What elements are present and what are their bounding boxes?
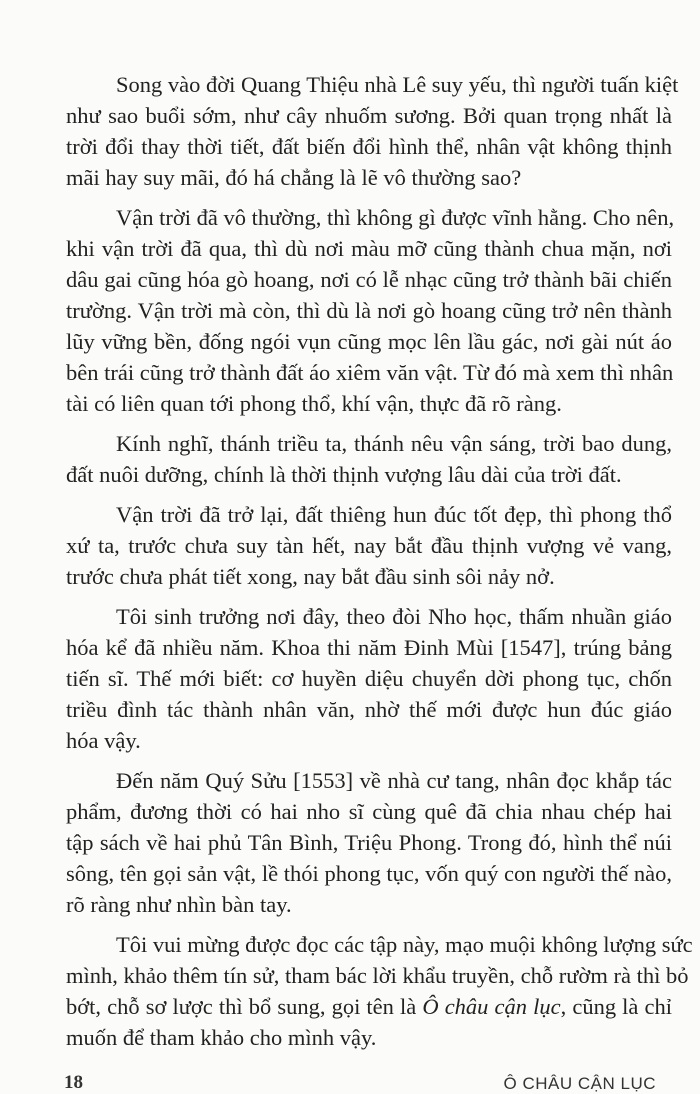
paragraph-4	[66, 499, 672, 592]
page-number: 18	[64, 1072, 83, 1093]
text-line: trời đổi thay thời tiết, đất biến đổi hình thể, nhân vật không thịnh	[66, 134, 672, 159]
text-line: Tôi sinh trưởng nơi đây, theo đòi Nho học, thấm nhuần giáo	[116, 604, 672, 629]
text-line: tiến sĩ. Thế mới biết: cơ huyền diệu chuyển dời phong tục, chốn	[66, 666, 672, 691]
paragraph-1	[66, 69, 679, 193]
text-line: mình, khảo thêm tín sử, tham bác lời khẩu truyền, chỗ rườm rà thì bỏ	[66, 963, 689, 988]
book-title-italic: Ô châu cận lục	[422, 994, 561, 1019]
text-line: khi vận trời đã qua, thì dù nơi màu mỡ cũng thành chua mặn, nơi	[66, 236, 672, 261]
paragraph-6	[66, 765, 672, 920]
text-line: rõ ràng như nhìn bàn tay.	[66, 892, 292, 917]
text-line: Song vào đời Quang Thiệu nhà Lê suy yếu, thì người tuấn kiệt	[116, 72, 679, 97]
running-footer-title: Ô CHÂU CẬN LỤC	[503, 1074, 656, 1093]
text-line: bên trái cũng trở thành đất áo xiêm văn vật. Từ đó mà xem thì nhân	[66, 360, 674, 385]
paragraph-7	[66, 929, 693, 1053]
text-line: triều đình tác thành nhân văn, nhờ thế mới được hun đúc giáo	[66, 697, 672, 722]
text-line	[66, 991, 672, 1022]
text-line: sông, tên gọi sản vật, lề thói phong tục, vốn quý con người thế nào,	[66, 861, 672, 886]
text-line: trước chưa phát tiết xong, nay bắt đầu sinh sôi nảy nở.	[66, 564, 555, 589]
text-line: phẩm, đương thời có hai nho sĩ cùng quê đã chia nhau chép hai	[66, 799, 672, 824]
page-body	[66, 69, 693, 1062]
text-line: Vận trời đã trở lại, đất thiêng hun đúc tốt đẹp, thì phong thổ	[116, 502, 672, 527]
text-line: Vận trời đã vô thường, thì không gì được vĩnh hằng. Cho nên,	[116, 205, 675, 230]
text-line: mãi hay suy mãi, đó há chẳng là lẽ vô thường sao?	[66, 165, 522, 190]
text-segment: , cũng là chỉ	[560, 994, 672, 1019]
paragraph-5	[66, 601, 672, 756]
text-line: Đến năm Quý Sửu [1553] về nhà cư tang, nhân đọc khắp tác	[116, 768, 672, 793]
text-segment: bớt, chỗ sơ lược thì bổ sung, gọi tên là	[66, 994, 423, 1019]
paragraph-2	[66, 202, 675, 419]
text-line: tài có liên quan tới phong thổ, khí vận, thực đã rõ ràng.	[66, 391, 562, 416]
text-line: trường. Vận trời mà còn, thì dù là nơi gò hoang cũng trở nên thành	[66, 298, 672, 323]
text-line: đất nuôi dưỡng, chính là thời thịnh vượng lâu dài của trời đất.	[66, 462, 622, 487]
text-line: hóa vậy.	[66, 728, 141, 753]
text-line: như sao buổi sớm, như cây nhuốm sương. Bởi quan trọng nhất là	[66, 103, 672, 128]
text-line: hóa kể đã nhiều năm. Khoa thi năm Đinh Mùi [1547], trúng bảng	[66, 635, 672, 660]
text-line: Kính nghĩ, thánh triều ta, thánh nêu vận sáng, trời bao dung,	[116, 431, 672, 456]
text-line: tập sách về hai phủ Tân Bình, Triệu Phong. Trong đó, hình thể núi	[66, 830, 672, 855]
text-line: dâu gai cũng hóa gò hoang, nơi có lễ nhạc cũng trở thành bãi chiến	[66, 267, 672, 292]
text-line: muốn để tham khảo cho mình vậy.	[66, 1025, 377, 1050]
text-line: xứ ta, trước chưa suy tàn hết, nay bắt đầu thịnh vượng vẻ vang,	[66, 533, 672, 558]
text-line: lũy vững bền, đống ngói vụn cũng mọc lên lầu gác, nơi gài nút áo	[66, 329, 672, 354]
text-line: Tôi vui mừng được đọc các tập này, mạo muội không lượng sức	[116, 932, 693, 957]
paragraph-3	[66, 428, 672, 490]
